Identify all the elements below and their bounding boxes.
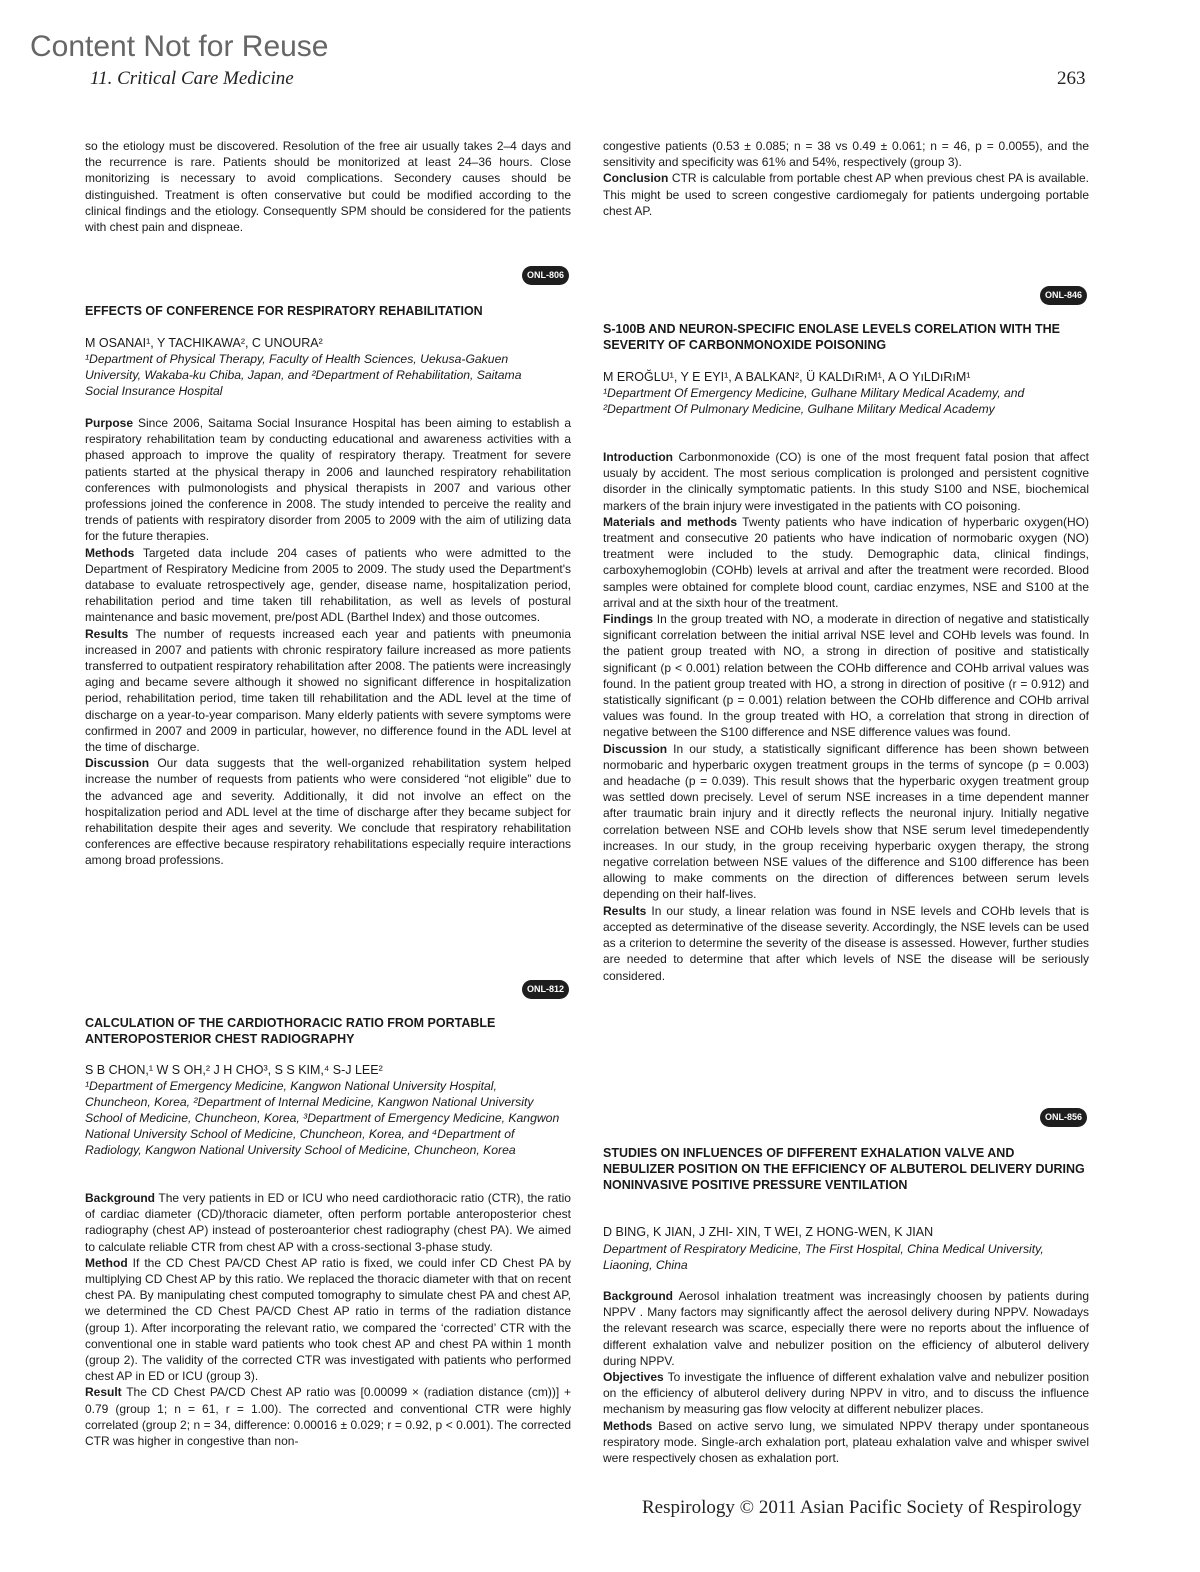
article-affiliation: ¹Department of Emergency Medicine, Kangwon National University Hospital, Chuncheon, Korea, ²Department of Internal Medicine, Kangwon National University School of Medicine, Chuncheon, Korea, ³Department of Emergency Medicine, Kangwon National University School of Medicine, Chuncheon, Korea, and ⁴Department of Radiology, Kangwon National University School of Medicine, Chuncheon, Korea: [85, 1079, 560, 1157]
abstract-section: [85, 545, 571, 626]
abstract-section: [85, 415, 571, 545]
section-label: Objectives: [603, 1370, 664, 1385]
section-title: 11. Critical Care Medicine: [90, 68, 294, 89]
article-body: [603, 449, 1089, 984]
abstract-section: [85, 755, 571, 868]
section-text: Our data suggests that the well-organized rehabilitation system helped increase the number of requests from patients who were considered “not eligible” due to the advanced age and severity. Additionally, it did not involve an effect on the hospitalization period and ADL level at the time of discharge after they became subject for rehabilitation despite their ages and severity. We conclude that respiratory rehabilitation conferences are effective because respiratory rehabilitations especially require interactions among broad professions.: [85, 756, 571, 868]
article-title: S-100B AND NEURON-SPECIFIC ENOLASE LEVELS CORELATION WITH THE SEVERITY OF CARBONMONOXIDE POISONING: [603, 322, 1060, 352]
abstract-section: [603, 449, 1089, 514]
abstract-section: [85, 626, 571, 756]
article-badge: ONL-846: [1040, 286, 1087, 305]
abstract-section: [603, 741, 1089, 903]
section-text: If the CD Chest PA/CD Chest AP ratio is fixed, we could infer CD Chest PA by multiplying CD Chest AP by this ratio. We replaced the thoracic diameter with that on recent chest PA. By manipulating chest computed tomography to simulate chest PA and chest AP, we determined the CD Chest PA/CD Chest AP ratio in terms of the radiation distance (group 1). After incorporating the relevant ratio, we compared the ‘corrected’ CTR with the conventional one in stable ward patients who took chest AP and chest PA within 1 month (group 2). The validity of the corrected CTR was investigated with patients who performed chest AP in ED or ICU (group 3).: [85, 1255, 571, 1384]
section-label: Method: [85, 1255, 128, 1270]
article-title: CALCULATION OF THE CARDIOTHORACIC RATIO FROM PORTABLE ANTEROPOSTERIOR CHEST RADIOGRAPHY: [85, 1016, 496, 1046]
abstract-section: [85, 1190, 571, 1255]
article-title: EFFECTS OF CONFERENCE FOR RESPIRATORY REHABILITATION: [85, 304, 483, 318]
article-authors: D BING, K JIAN, J ZHI- XIN, T WEI, Z HONG-WEN, K JIAN: [603, 1225, 934, 1239]
article-body: [85, 1190, 571, 1449]
abstract-section: [603, 1288, 1089, 1369]
article-badge: ONL-806: [522, 266, 569, 285]
section-label: Findings: [603, 612, 653, 627]
section-text: To investigate the influence of different exhalation valve and nebulizer position on the efficiency of albuterol delivery during NPPV in vitro, and to discuss the influence mechanism by measuring gas flow velocity at different nebulizer places.: [603, 1370, 1089, 1417]
section-text: In our study, a statistically significant difference has been shown between normobaric and hyperbaric oxygen treatment groups in the terms of syncope (p = 0.003) and headache (p = 0.039). This result shows that the hyperbaric oxygen treatment group was settled down precisely. Level of serum NSE increases in a time dependent manner after traumatic brain injury and it directly reflects the neuronal injury. Initially negative correlation between NSE and COHb levels show that NSE serum level timedependently increases. In our study, in the group receiving hyperbaric oxygen therapy, the strong negative correlation between NSE values of the difference and S100 difference has been allowing to make comments on the direction of differences between serum levels depending on their half-lives.: [603, 741, 1089, 902]
section-label: Results: [603, 903, 647, 918]
section-text: Aerosol inhalation treatment was increasingly choosen by patients during NPPV . Many factors may significantly affect the aerosol delivery during NPPV. Nowadays the relevant research was scarce, especially there were no reports about the influence of different exhalation valve and nebulizer position on the efficiency of albuterol delivery during NPPV.: [603, 1289, 1090, 1368]
section-label: Conclusion: [603, 171, 669, 186]
article-badge: ONL-856: [1040, 1108, 1087, 1127]
section-label: Discussion: [603, 741, 668, 756]
abstract-section: [85, 1384, 571, 1449]
section-label: Purpose: [85, 416, 134, 430]
section-label: Results: [85, 626, 129, 641]
article-authors: S B CHON,¹ W S OH,² J H CHO³, S S KIM,⁴ S-J LEE²: [85, 1063, 383, 1077]
section-text: Based on active servo lung, we simulated NPPV therapy under spontaneous respiratory mode. Single-arch exhalation port, plateau exhalation valve and whisper swivel were respectively chosen as exhalation port.: [603, 1418, 1089, 1466]
article-affiliation: ¹Department of Physical Therapy, Faculty of Health Sciences, Uekusa-Gakuen University, Wakaba-ku Chiba, Japan, and ²Department of Rehabilitation, Saitama Social Insurance Hospital: [85, 352, 522, 398]
section-label: Background: [85, 1191, 156, 1205]
abstract-section: [603, 903, 1089, 984]
article-body: [603, 1288, 1089, 1466]
section-text: CTR is calculable from portable chest AP when previous chest PA is available. This might be used to screen congestive cardiomegaly for patients undergoing portable chest AP.: [603, 171, 1089, 218]
footer-copyright: Respirology © 2011 Asian Pacific Society of Respirology: [642, 1497, 1082, 1518]
article-affiliation: Department of Respiratory Medicine, The First Hospital, China Medical University, Liaoning, China: [603, 1242, 1044, 1272]
section-text: The number of requests increased each year and patients with pneumonia increased in 2007 and patients with chronic respiratory failure increased as more patients transferred to outpatient respiratory rehabilitation after 2008. The patients were increasingly aging and became severe although it showed no significant difference in hospitalization period, rehabilitation period, time taken till rehabilitation and the ADL level at the time of discharge on a year-to-year comparison. Many elderly patients with severe symptoms were confirmed in 2007 and 2009 in particular, however, no difference found in the ADL level at the time of discharge.: [85, 626, 572, 755]
section-text: Carbonmonoxide (CO) is one of the most frequent fatal posion that affect usualy by accident. The most serious complication is prolonged and persistent cognitive disorder in the clinically symptomatic patients. In this study S100 and NSE, biochemical markers of the brain injury were investigated in the patients with CO poisoning.: [603, 450, 1089, 513]
section-text: In the group treated with NO, a moderate in direction of negative and statistically significant correlation between the initial arrival NSE level and COHb levels was found. In the patient group treated with NO, a strong in direction of positive and statistically significant (p < 0.001) relation between the COHb difference and COHb arrival values was found. In the patient group treated with HO, a strong in direction of positive (r = 0.912) and statistically significant (p = 0.001) relation between the COHb difference and COHb arrival values was found. In the group treated with HO, a correlation that strong in direction of negative between the S100 difference and NSE difference values was found.: [603, 612, 1089, 740]
section-text: The CD Chest PA/CD Chest AP ratio was [0.00099 × (radiation distance (cm))] + 0.79 (group 1; n = 61, r = 1.00). The corrected and conventional CTR were highly correlated (group 2; n = 34, difference: 0.00016 ± 0.029; r = 0.92, p < 0.001). The corrected CTR was higher in congestive than non-: [85, 1385, 571, 1449]
right-continuation: congestive patients (0.53 ± 0.085; n = 38 vs 0.49 ± 0.061; n = 46, p = 0.0055), and the sensitivity and specificity was 61% and 54%, respectively (group 3). Conclusion CTR is calculable from portable chest AP when previous chest PA is available. This might be used to screen congestive cardiomegaly for patients undergoing portable chest AP.: [603, 139, 1089, 218]
abstract-section: [603, 1418, 1089, 1467]
article-body: [85, 415, 571, 869]
section-text: In our study, a linear relation was found in NSE levels and COHb levels that is accepted as determinative of the disease severity. Accordingly, the NSE levels can be used as a criterion to determine the severity of the disease is assessed. However, further studies are needed to determine that after which levels of NSE the disease will be seriously considered.: [603, 903, 1089, 983]
section-text: Targeted data include 204 cases of patients who were admitted to the Department of Respiratory Medicine from 2005 to 2009. The study used the Department's database to evaluate retrospectively age, gender, disease name, hospitalization period, rehabilitation period and time taken till rehabilitation, as well as levels of postural maintenance and basic movement, pre/post ADL (Barthel Index) and those outcomes.: [85, 545, 571, 625]
article-badge: ONL-812: [522, 980, 569, 999]
abstract-section: [603, 611, 1089, 741]
section-text: Since 2006, Saitama Social Insurance Hospital has been aiming to establish a respiratory rehabilitation team by conducting educational and awareness activities with a phased approach to improve the quality of respiratory therapy. Treatment for severe patients started at the physical therapy in 2006 and launched respiratory rehabilitation conferences with pulmonologists and physical therapists in 2007 and various other professions joined the conference in 2008. The study intended to perceive the reality and trends of patients with respiratory disorder from 2005 to 2009 with the aim of utilizing data for the future therapies.: [85, 416, 571, 544]
abstract-section: [603, 514, 1089, 611]
section-label: Materials and methods: [603, 514, 738, 529]
section-text: Twenty patients who have indication of hyperbaric oxygen(HO) treatment and consecutive 20 patients who have indication of normobaric oxygen (NO) treatment were included to the study. Demographic data, clinical findings, carboxyhemoglobin (COHb) levels at arrival and after the treatment were recorded. Blood samples were obtained for complete blood count, cardiac enzymes, NSE and S100 at the arrival and at the sixth hour of the treatment.: [603, 514, 1089, 610]
watermark: Content Not for Reuse: [30, 30, 329, 63]
article-authors: M EROĞLU¹, Y E EYI¹, A BALKAN², Ü KALDıRıM¹, A O YıLDıRıM¹: [603, 370, 971, 384]
article-affiliation: ¹Department Of Emergency Medicine, Gulhane Military Medical Academy, and ²Department Of Pulmonary Medicine, Gulhane Military Medical Academy: [603, 386, 1025, 416]
article-title: STUDIES ON INFLUENCES OF DIFFERENT EXHALATION VALVE AND NEBULIZER POSITION ON THE EFFICIENCY OF ALBUTEROL DELIVERY DURING NONINVASIVE POSITIVE PRESSURE VENTILATION: [603, 1146, 1085, 1192]
abstract-section: [85, 1255, 571, 1385]
page-number: 263: [1057, 68, 1086, 89]
article-authors: M OSANAI¹, Y TACHIKAWA², C UNOURA²: [85, 336, 323, 350]
section-label: Discussion: [85, 756, 150, 771]
section-text: The very patients in ED or ICU who need cardiothoracic ratio (CTR), the ratio of cardiac diameter (CD)/thoracic diameter, often perform portable anteroposterior chest radiography (chest AP) instead of posteroanterior chest radiography (chest PA). We aimed to calculate reliable CTR from chest AP with a cross-sectional 3-phase study.: [85, 1191, 571, 1254]
section-label: Methods: [85, 545, 135, 560]
abstract-section: [603, 1369, 1089, 1418]
left-continuation: so the etiology must be discovered. Resolution of the free air usually takes 2–4 days and the recurrence is rare. Patients should be monitorized at least 24–36 hours. Close monitorizing is necessary to avoid complications. Secondery causes should be distinguished. Treatment is often conservative but could be modified according to the clinical findings and the etiology. Consequently SPM should be considered for the patients with chest pain and dispneae.: [85, 139, 571, 235]
section-label: Methods: [603, 1418, 653, 1433]
section-label: Background: [603, 1289, 674, 1303]
section-label: Introduction: [603, 450, 673, 464]
section-label: Result: [85, 1385, 122, 1400]
